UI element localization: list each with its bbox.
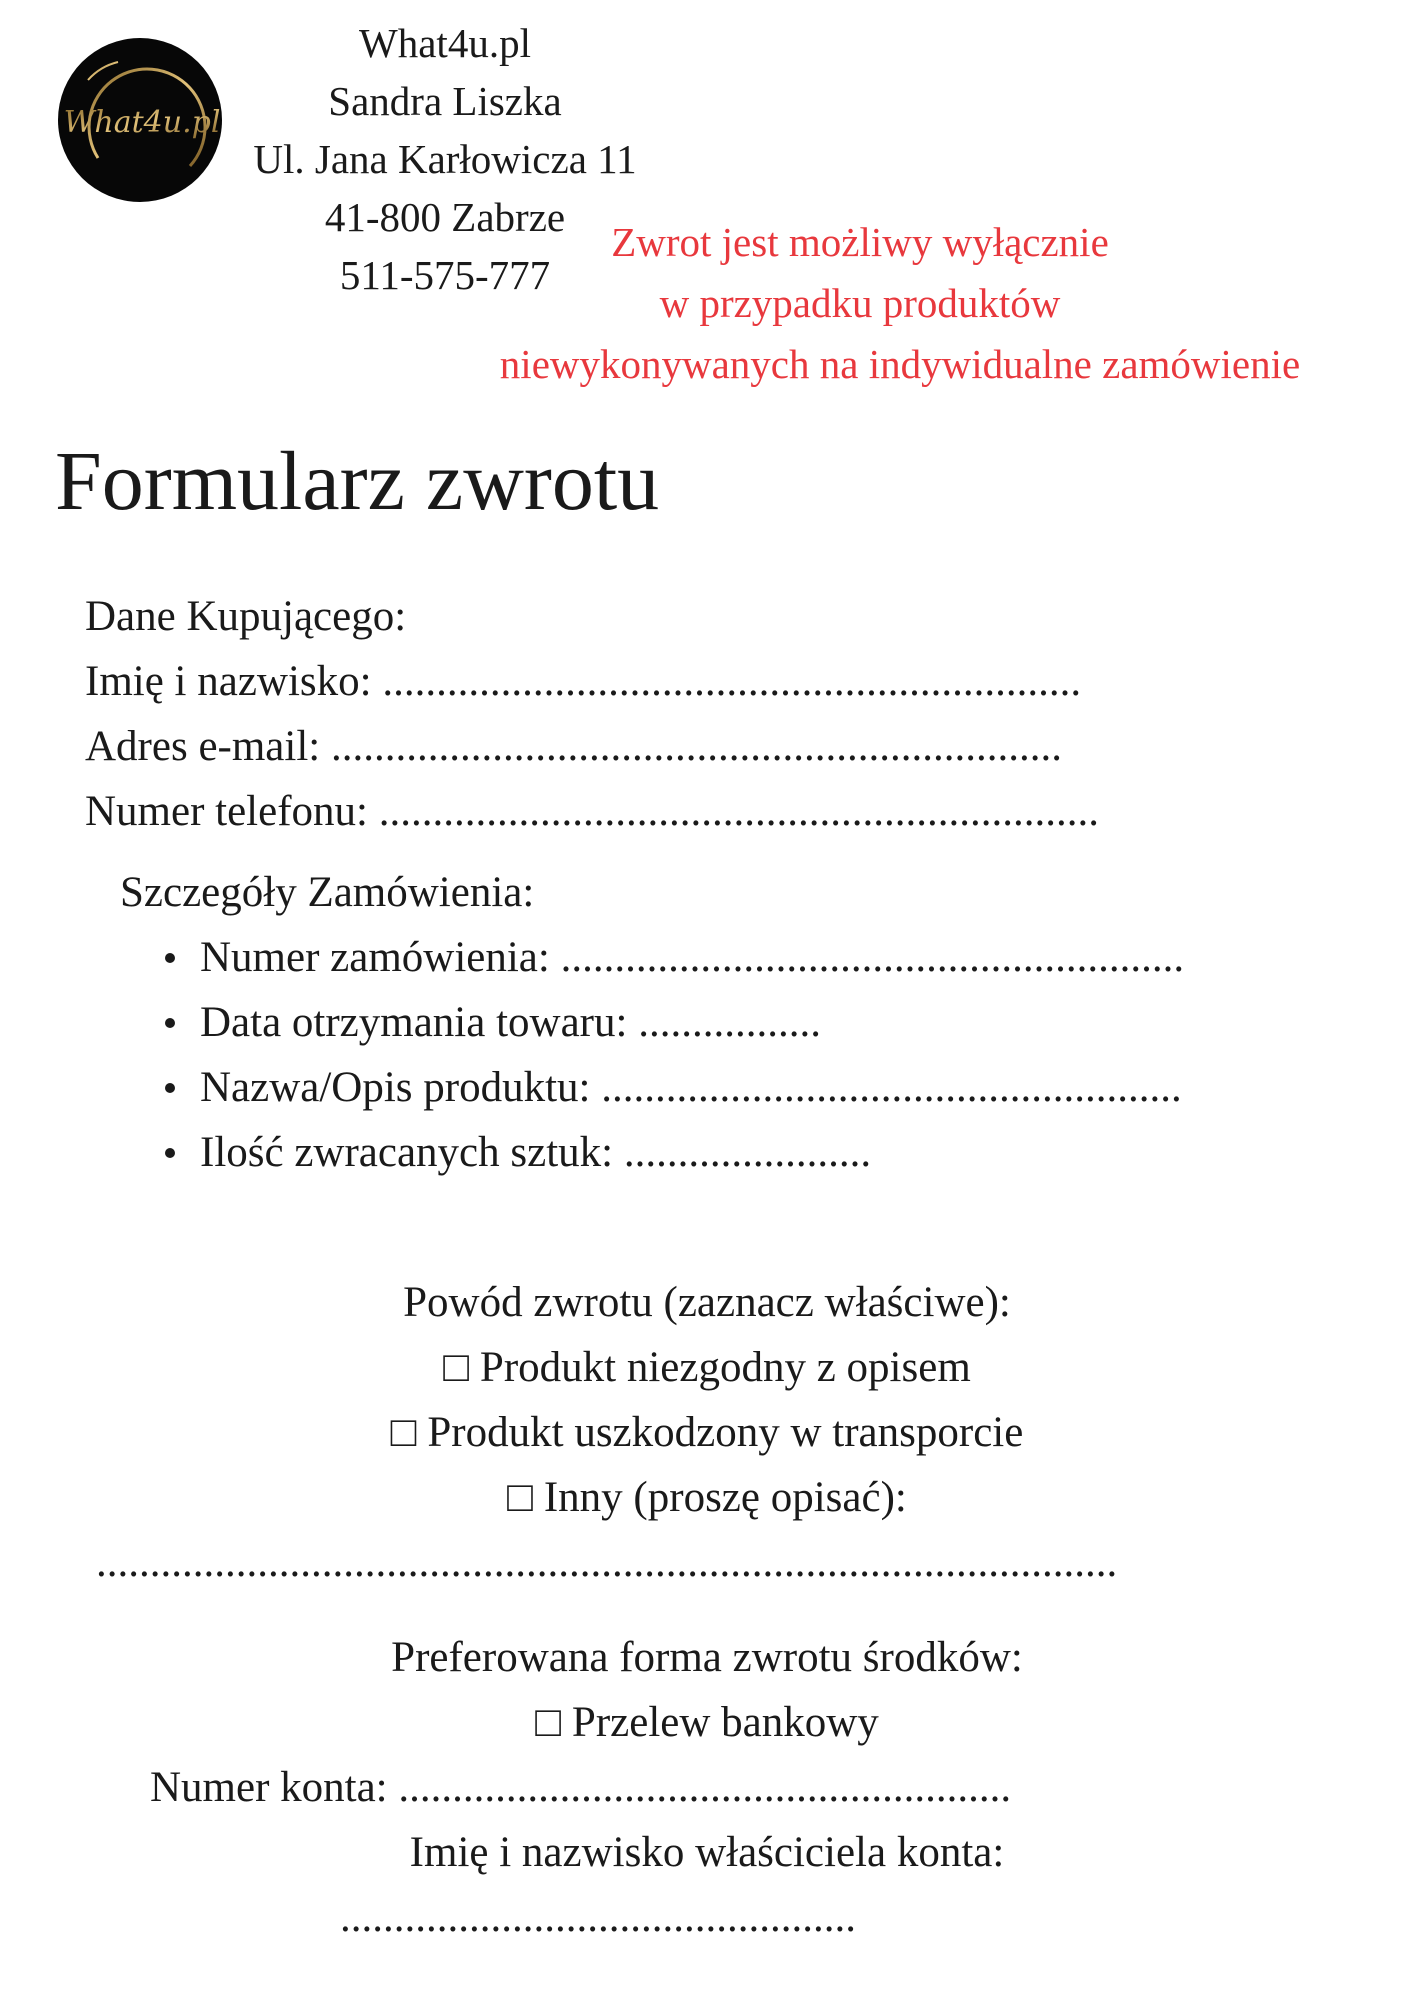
order-number-field[interactable] [160, 925, 1184, 990]
page-title: Formularz zwrotu [55, 435, 660, 528]
logo [58, 38, 222, 202]
order-heading: Szczegóły Zamówienia: [120, 869, 535, 916]
receipt-date-field[interactable] [160, 990, 1184, 1055]
company-street: Ul. Jana Karłowicza 11 [253, 136, 637, 182]
company-person: Sandra Liszka [328, 78, 562, 124]
bullet-icon [165, 953, 175, 963]
account-owner-field[interactable]: ................................................ [340, 1894, 856, 1941]
reason-description-field[interactable]: ............................................................................................... [96, 1539, 1118, 1586]
refund-option-bank-transfer[interactable]: □ Przelew bankowy [535, 1699, 879, 1746]
reason-heading: Powód zwrotu (zaznacz właściwe): [403, 1279, 1011, 1326]
logo-text: What4u.pl [63, 105, 221, 140]
company-name: What4u.pl [359, 20, 531, 66]
reason-option-other[interactable]: □ Inny (proszę opisać): [507, 1474, 907, 1521]
quantity-label: Ilość zwracanych sztuk: ....................... [200, 1129, 872, 1176]
account-number-field[interactable]: Numer konta: ......................................................... [150, 1764, 1012, 1811]
quantity-field[interactable] [160, 1120, 1184, 1185]
buyer-email-field[interactable]: Adres e-mail: .................................................................... [85, 723, 1062, 770]
bullet-icon [165, 1148, 175, 1158]
receipt-date-label: Data otrzymania towaru: ................. [200, 999, 821, 1046]
buyer-phone-field[interactable]: Numer telefonu: ................................................................... [85, 788, 1099, 835]
reason-option-mismatch[interactable]: □ Produkt niezgodny z opisem [443, 1344, 971, 1391]
notice-line-1: Zwrot jest możliwy wyłącznie [611, 219, 1109, 265]
order-number-label: Numer zamówienia: .......................................................... [200, 934, 1185, 981]
buyer-heading: Dane Kupującego: [85, 593, 407, 640]
notice-line-3: niewykonywanych na indywidualne zamówienie [499, 341, 1301, 387]
order-details-list [160, 925, 1184, 1185]
return-notice [400, 212, 1400, 395]
bullet-icon [165, 1083, 175, 1093]
product-description-label: Nazwa/Opis produktu: ...................................................... [200, 1064, 1182, 1111]
refund-section [0, 1625, 1414, 1755]
reason-option-damaged[interactable]: □ Produkt uszkodzony w transporcie [390, 1409, 1024, 1456]
buyer-name-field[interactable]: Imię i nazwisko: ................................................................. [85, 658, 1082, 705]
product-description-field[interactable] [160, 1055, 1184, 1120]
reason-section [0, 1270, 1414, 1530]
refund-heading: Preferowana forma zwrotu środków: [391, 1634, 1023, 1681]
account-owner-label: Imię i nazwisko właściciela konta: [409, 1829, 1005, 1876]
bullet-icon [165, 1018, 175, 1028]
notice-line-2: w przypadku produktów [659, 280, 1061, 326]
company-phone: 511-575-777 [339, 252, 551, 298]
buyer-section [85, 584, 1099, 844]
logo-ring-icon [58, 38, 222, 202]
company-city: 41-800 Zabrze [324, 194, 566, 240]
